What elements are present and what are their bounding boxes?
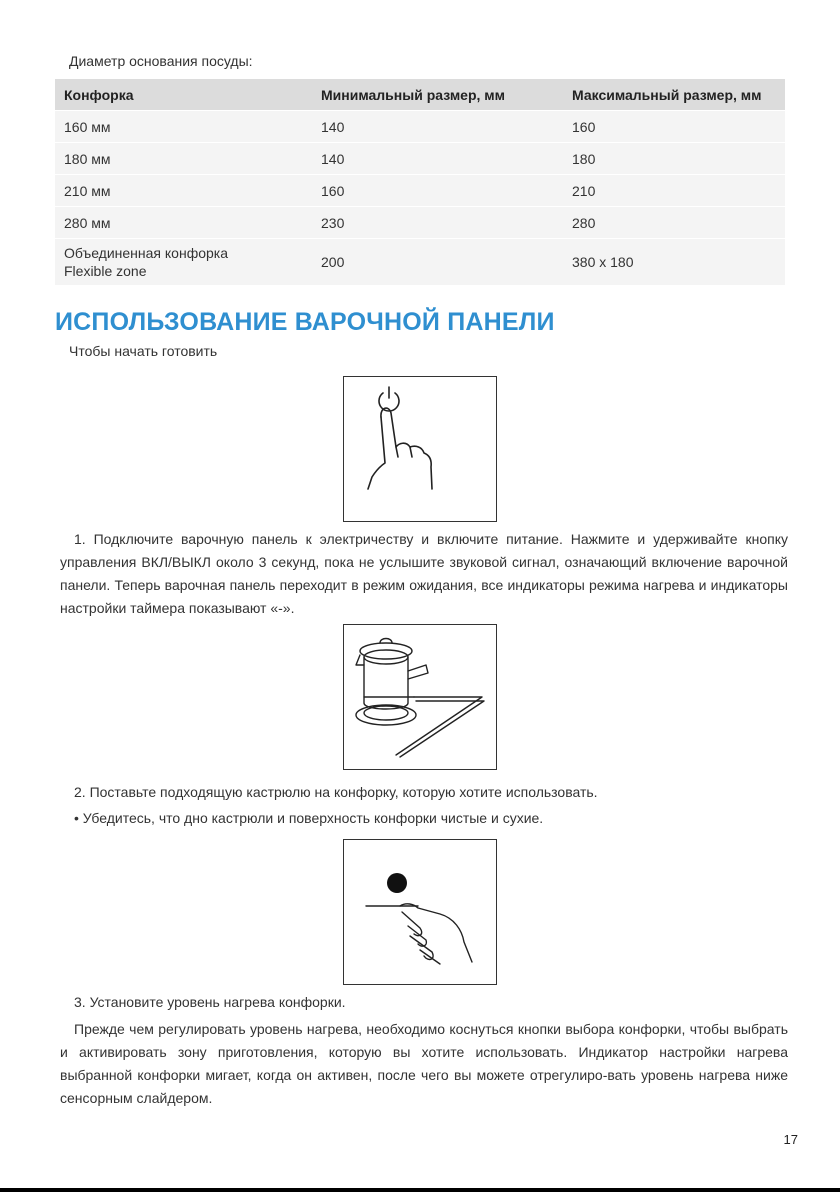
table-header-row [55, 79, 785, 111]
cell-max: 380 x 180 [563, 239, 785, 286]
cell-max: 180 [563, 143, 785, 175]
table-intro: Диаметр основания посуды: [69, 53, 253, 69]
touch-slider-illustration [343, 839, 497, 985]
cell-burner [55, 239, 312, 286]
header-min-size: Минимальный размер, мм [312, 79, 563, 111]
page-bottom-rule [0, 1188, 840, 1192]
cell-max: 210 [563, 175, 785, 207]
pot-icon [344, 625, 496, 769]
table-row [55, 111, 785, 143]
cell-min: 140 [312, 143, 563, 175]
cell-burner: 210 мм [55, 175, 312, 207]
step-1-text: 1. Подключите варочную панель к электричеству и включите питание. Нажмите и удерживайте кнопку управления ВКЛ/ВЫКЛ около 3 секунд, пока не услышите звуковой сигнал, означающий включение варочной панели. Теперь варочная панель переходит в режим ожидания, все индикаторы режима нагрева и индикаторы настройки таймера показывают «-». [60, 531, 788, 616]
table-row [55, 143, 785, 175]
table-row [55, 175, 785, 207]
header-burner: Конфорка [55, 79, 312, 111]
step-3-paragraph [60, 1018, 788, 1110]
step-3-body: Прежде чем регулировать уровень нагрева, необходимо коснуться кнопки выбора конфорки, чтобы выбрать и активировать зону приготовления, которую вы хотите использовать. Индикатор настройки нагрева выбранной конфорки мигает, когда он активен, после чего вы можете отрегулиро-вать уровень нагрева ниже сенсорным слайдером. [60, 1021, 788, 1106]
cell-min: 230 [312, 207, 563, 239]
cell-min: 160 [312, 175, 563, 207]
cookware-size-table [55, 79, 785, 285]
finger-power-icon [344, 377, 496, 521]
lead-text: Чтобы начать готовить [69, 343, 218, 359]
cell-max: 280 [563, 207, 785, 239]
cell-burner: 180 мм [55, 143, 312, 175]
hand-touch-icon [344, 840, 496, 984]
cell-burner: 280 мм [55, 207, 312, 239]
step-2-note: • Убедитесь, что дно кастрюли и поверхность конфорки чистые и сухие. [74, 810, 544, 826]
page-number: 17 [783, 1132, 798, 1147]
table-row [55, 207, 785, 239]
section-title: ИСПОЛЬЗОВАНИЕ ВАРОЧНОЙ ПАНЕЛИ [55, 308, 555, 336]
step-3-text: 3. Установите уровень нагрева конфорки. [74, 994, 346, 1010]
power-button-press-illustration [343, 376, 497, 522]
step-2-text: 2. Поставьте подходящую кастрюлю на конфорку, которую хотите использовать. [74, 784, 598, 800]
header-max-size: Максимальный размер, мм [563, 79, 785, 111]
cell-min: 140 [312, 111, 563, 143]
cell-burner-line2: Flexible zone [64, 263, 147, 279]
cell-max: 160 [563, 111, 785, 143]
table-row [55, 239, 785, 286]
cell-burner-line1: Объединенная конфорка [64, 245, 229, 261]
cell-burner: 160 мм [55, 111, 312, 143]
pot-on-hob-illustration [343, 624, 497, 770]
cell-min: 200 [312, 239, 563, 286]
step-1-paragraph [60, 528, 788, 620]
